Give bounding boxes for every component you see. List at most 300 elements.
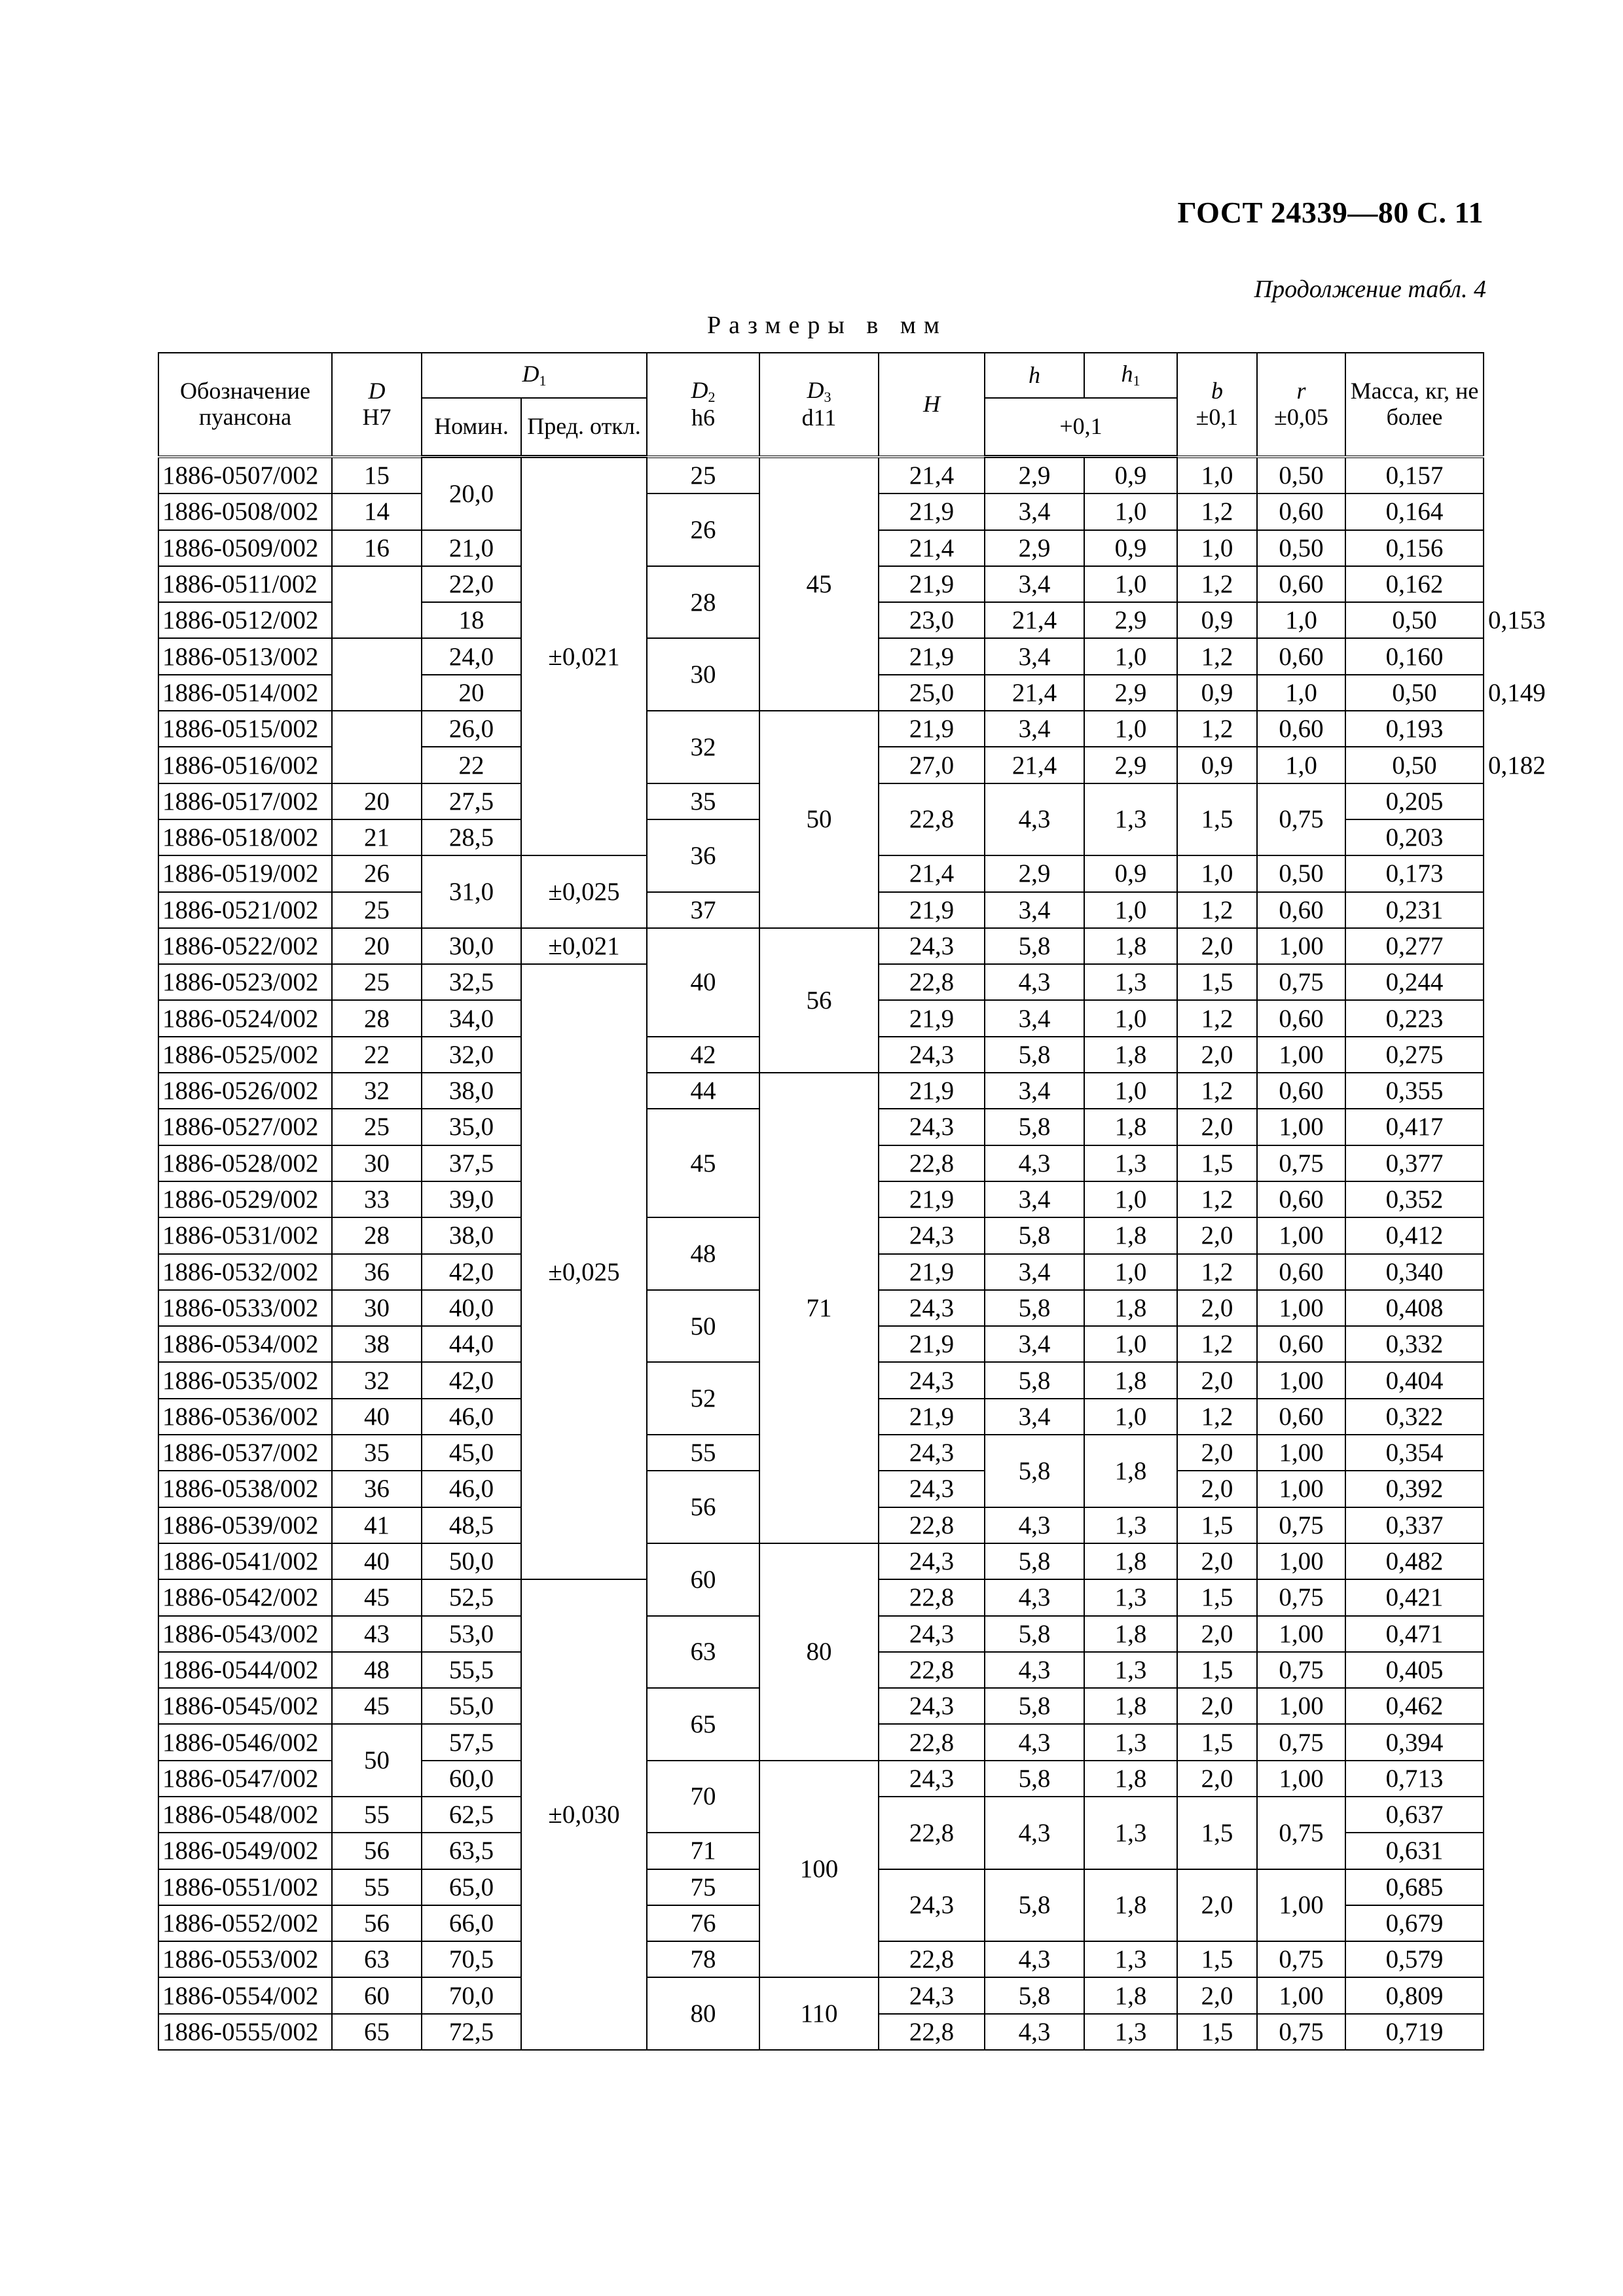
d3-symbol: D: [807, 376, 824, 403]
cell-d1-nominal: 37,5: [422, 1145, 521, 1181]
cell-mass: 0,193: [1345, 711, 1484, 747]
cell-r: 1,00: [1257, 1362, 1345, 1398]
cell-d1-nominal: 23,0: [879, 602, 985, 638]
cell-r: 0,60: [1257, 1399, 1345, 1435]
cell-h: 3,4: [985, 566, 1084, 602]
cell-H: 22,8: [879, 1145, 985, 1181]
cell-H: 24,3: [879, 1435, 985, 1471]
cell-h1: 1,8: [1084, 1037, 1177, 1073]
cell-code: 1886-0525/002: [158, 1037, 332, 1073]
r-symbol: r: [1296, 378, 1306, 404]
cell-d: 28: [332, 1000, 422, 1036]
cell-b: 1,2: [1177, 1399, 1257, 1435]
cell-h: 5,8: [985, 1543, 1084, 1579]
b-tolerance: ±0,1: [1195, 403, 1239, 430]
cell-mass: 0,223: [1345, 1000, 1484, 1036]
cell-code: 1886-0554/002: [158, 1977, 332, 2013]
cell-H: 21,9: [879, 1399, 985, 1435]
cell-H: 24,3: [879, 1616, 985, 1652]
cell-r: 0,50: [1345, 675, 1484, 711]
table-row: [158, 1977, 1484, 2013]
cell-r: 1,00: [1257, 1688, 1345, 1724]
cell-code: 1886-0546/002: [158, 1724, 332, 1760]
cell-h: 3,4: [985, 1181, 1084, 1217]
cell-d2: 63: [647, 1616, 759, 1689]
cell-code: 1886-0545/002: [158, 1688, 332, 1724]
cell-H: 24,3: [879, 1290, 985, 1326]
cell-h: 2,9: [1084, 675, 1177, 711]
cell-d: 45: [332, 1579, 422, 1615]
cell-H: 22,8: [879, 1797, 985, 1869]
cell-b: 1,2: [1177, 1181, 1257, 1217]
cell-d2: 76: [647, 1905, 759, 1941]
cell-r: 1,00: [1257, 928, 1345, 964]
table-row: [158, 928, 1484, 964]
d3-subscript: 3: [824, 388, 831, 405]
col-header-d1-nominal: Номин.: [422, 398, 521, 457]
cell-h1: 1,0: [1084, 892, 1177, 928]
cell-H: 22,8: [879, 1941, 985, 1977]
cell-h1: 1,3: [1084, 1724, 1177, 1760]
punch-dimensions-table: [158, 352, 1546, 2051]
cell-b: 1,5: [1177, 2014, 1257, 2050]
cell-d1-nominal: 32,5: [422, 964, 521, 1000]
cell-code: 1886-0521/002: [158, 892, 332, 928]
cell-h1: 0,9: [1084, 855, 1177, 891]
cell-d1-nominal: 60,0: [422, 1761, 521, 1797]
cell-mass: 0,231: [1345, 892, 1484, 928]
cell-code: 1886-0547/002: [158, 1761, 332, 1797]
cell-h: 5,8: [985, 1037, 1084, 1073]
cell-H: 24,3: [879, 1688, 985, 1724]
cell-code: 1886-0509/002: [158, 530, 332, 566]
cell-code: 1886-0535/002: [158, 1362, 332, 1398]
cell-b: 1,2: [1177, 493, 1257, 529]
cell-d: 22: [422, 747, 521, 783]
cell-mass: 0,355: [1345, 1073, 1484, 1109]
cell-H: 21,4: [985, 675, 1084, 711]
table-row: 1886-0516/002 22 27,0 21,4 2,9 0,9 1,0 0,50 0,182: [158, 747, 1484, 783]
cell-d3: 80: [759, 1543, 879, 1761]
cell-h1: 1,8: [1084, 1977, 1177, 2013]
cell-d1-nominal: 38,0: [422, 1073, 521, 1109]
cell-mass: 0,337: [1345, 1507, 1484, 1543]
cell-H: 24,3: [879, 1037, 985, 1073]
cell-H: 22,8: [879, 1507, 985, 1543]
cell-H: 24,3: [879, 1869, 985, 1942]
cell-d1-nominal: 42,0: [422, 1362, 521, 1398]
cell-r: 0,50: [1345, 747, 1484, 783]
cell-d2: 50: [647, 1290, 759, 1363]
cell-H: 21,9: [879, 1181, 985, 1217]
cell-d1-nominal: 26,0: [422, 711, 521, 747]
cell-h1: 1,8: [1084, 1616, 1177, 1652]
cell-b: 2,0: [1177, 1869, 1257, 1942]
cell-d: 38: [332, 1326, 422, 1362]
cell-d1-deviation: ±0,025: [521, 964, 647, 1579]
cell-h: 3,4: [985, 1254, 1084, 1290]
cell-code: 1886-0549/002: [158, 1833, 332, 1869]
table-row: 1886-0512/002 18 23,0 21,4 2,9 0,9 1,0 0,50 0,153: [158, 602, 1484, 638]
cell-d: 28: [332, 1217, 422, 1253]
cell-code: 1886-0542/002: [158, 1579, 332, 1615]
cell-b: 1,2: [1177, 1254, 1257, 1290]
cell-d1-nominal: 53,0: [422, 1616, 521, 1652]
cell-d: 22: [332, 1037, 422, 1073]
cell-code: 1886-0533/002: [158, 1290, 332, 1326]
cell-b: 1,2: [1177, 1073, 1257, 1109]
cell-d: 21: [332, 819, 422, 855]
cell-h: 2,9: [1084, 747, 1177, 783]
cell-r: 1,00: [1257, 1109, 1345, 1145]
cell-h: 3,4: [985, 638, 1084, 674]
cell-d1-nominal: 44,0: [422, 1326, 521, 1362]
cell-d2: 78: [647, 1941, 759, 1977]
cell-r: 0,60: [1257, 1254, 1345, 1290]
cell-code: 1886-0526/002: [158, 1073, 332, 1109]
cell-d2: 30: [647, 638, 759, 711]
cell-code: 1886-0529/002: [158, 1181, 332, 1217]
cell-d2: 60: [647, 1543, 759, 1616]
col-header-mass: Масса, кг, не более: [1345, 353, 1484, 457]
cell-d1-nominal: 63,5: [422, 1833, 521, 1869]
cell-mass: 0,685: [1345, 1869, 1484, 1905]
cell-d2: 36: [647, 819, 759, 892]
d3-tolerance: d11: [801, 404, 837, 431]
cell-mass: 0,277: [1345, 928, 1484, 964]
cell-r: 0,75: [1257, 1145, 1345, 1181]
cell-code: 1886-0515/002: [158, 711, 332, 747]
cell-h1: 0,9: [1084, 457, 1177, 494]
cell-H: 21,4: [985, 602, 1084, 638]
cell-h1: 1,3: [1084, 1579, 1177, 1615]
col-header-h-tolerance: +0,1: [985, 398, 1177, 457]
cell-code: 1886-0516/002: [158, 747, 332, 783]
cell-code: 1886-0519/002: [158, 855, 332, 891]
cell-H: 21,9: [879, 711, 985, 747]
cell-d: 15: [332, 457, 422, 494]
cell-h: 3,4: [985, 1073, 1084, 1109]
cell-d: 33: [332, 1181, 422, 1217]
cell-b: 2,0: [1177, 1977, 1257, 2013]
cell-mass: 0,631: [1345, 1833, 1484, 1869]
cell-h: 3,4: [985, 493, 1084, 529]
cell-h: 5,8: [985, 1869, 1084, 1942]
cell-d: 30: [332, 1290, 422, 1326]
cell-d1-nominal: 65,0: [422, 1869, 521, 1905]
cell-d1-deviation: ±0,030: [521, 1579, 647, 2050]
cell-mass: 0,157: [1345, 457, 1484, 494]
cell-d: 26: [332, 855, 422, 891]
cell-code: 1886-0518/002: [158, 819, 332, 855]
cell-h1: 1,0: [1084, 566, 1177, 602]
cell-h1: 1,8: [1084, 1688, 1177, 1724]
cell-d1-deviation: ±0,025: [521, 855, 647, 928]
cell-d3: 50: [759, 711, 879, 928]
cell-mass: 0,404: [1345, 1362, 1484, 1398]
cell-h: 4,3: [985, 964, 1084, 1000]
cell-d2: 48: [647, 1217, 759, 1290]
cell-b: 1,0: [1257, 747, 1345, 783]
cell-code: 1886-0531/002: [158, 1217, 332, 1253]
cell-d2: 52: [647, 1362, 759, 1435]
cell-d: [332, 711, 422, 783]
cell-code: 1886-0512/002: [158, 602, 332, 638]
cell-mass: 0,713: [1345, 1761, 1484, 1797]
cell-d: 55: [332, 1797, 422, 1833]
cell-H: 24,3: [879, 1543, 985, 1579]
cell-d: 55: [332, 1869, 422, 1905]
cell-d1-nominal: 72,5: [422, 2014, 521, 2050]
cell-code: 1886-0552/002: [158, 1905, 332, 1941]
cell-b: 1,5: [1177, 964, 1257, 1000]
cell-d: 18: [422, 602, 521, 638]
cell-mass: 0,173: [1345, 855, 1484, 891]
cell-code: 1886-0514/002: [158, 675, 332, 711]
cell-h1: 1,0: [1084, 1073, 1177, 1109]
cell-b: 2,0: [1177, 1471, 1257, 1507]
cell-d2: 35: [647, 783, 759, 819]
cell-d1-nominal: 27,0: [879, 747, 985, 783]
table-row: [158, 711, 1484, 747]
cell-b: 2,0: [1177, 1543, 1257, 1579]
cell-r: 0,75: [1257, 1941, 1345, 1977]
cell-d1-nominal: 35,0: [422, 1109, 521, 1145]
cell-h: 5,8: [985, 1217, 1084, 1253]
cell-code: 1886-0553/002: [158, 1941, 332, 1977]
cell-d2: 42: [647, 1037, 759, 1073]
cell-d1-nominal: 27,5: [422, 783, 521, 819]
cell-mass: 0,203: [1345, 819, 1484, 855]
cell-mass: 0,377: [1345, 1145, 1484, 1181]
cell-code: 1886-0543/002: [158, 1616, 332, 1652]
cell-h1: 1,3: [1084, 2014, 1177, 2050]
cell-h1: 1,8: [1084, 1362, 1177, 1398]
cell-b: 1,2: [1177, 711, 1257, 747]
cell-code: 1886-0522/002: [158, 928, 332, 964]
cell-d: 14: [332, 493, 422, 529]
cell-code: 1886-0508/002: [158, 493, 332, 529]
cell-d1-nominal: 40,0: [422, 1290, 521, 1326]
cell-code: 1886-0532/002: [158, 1254, 332, 1290]
cell-d2: 28: [647, 566, 759, 639]
cell-H: 22,8: [879, 783, 985, 856]
cell-d1-nominal: 45,0: [422, 1435, 521, 1471]
cell-h1: 1,3: [1084, 1145, 1177, 1181]
cell-H: 21,4: [879, 457, 985, 494]
cell-code: 1886-0513/002: [158, 638, 332, 674]
cell-h1: 1,0: [1084, 1399, 1177, 1435]
col-header-r: [1257, 353, 1345, 457]
cell-d1-nominal: 22,0: [422, 566, 521, 602]
col-header-code: Обозначение пуансона: [158, 353, 332, 457]
col-header-h: h: [985, 353, 1084, 398]
cell-mass: 0,471: [1345, 1616, 1484, 1652]
cell-mass: 0,482: [1345, 1543, 1484, 1579]
cell-h1: 0,9: [1177, 602, 1257, 638]
cell-r: 1,00: [1257, 1290, 1345, 1326]
cell-H: 21,9: [879, 1073, 985, 1109]
cell-h: 4,3: [985, 1652, 1084, 1688]
cell-h: 5,8: [985, 1290, 1084, 1326]
cell-d1-nominal: 30,0: [422, 928, 521, 964]
cell-d: 20: [332, 928, 422, 964]
units-caption: Размеры в мм: [707, 312, 947, 339]
cell-d: 43: [332, 1616, 422, 1652]
cell-b: 1,0: [1177, 457, 1257, 494]
cell-h1: 1,8: [1084, 1109, 1177, 1145]
cell-r: 0,60: [1257, 711, 1345, 747]
cell-b: 2,0: [1177, 1435, 1257, 1471]
cell-code: 1886-0541/002: [158, 1543, 332, 1579]
cell-d: 25: [332, 964, 422, 1000]
cell-d1-deviation: ±0,021: [521, 457, 647, 856]
cell-d: [332, 566, 422, 639]
cell-d1-nominal: 21,0: [422, 530, 521, 566]
cell-H: 22,8: [879, 1724, 985, 1760]
cell-d2: 65: [647, 1688, 759, 1761]
cell-mass: 0,462: [1345, 1688, 1484, 1724]
d2-symbol: D: [691, 376, 708, 403]
cell-b: 2,0: [1177, 928, 1257, 964]
cell-b: 2,0: [1177, 1362, 1257, 1398]
table-continuation-label: Продолжение табл. 4: [1254, 276, 1486, 303]
cell-h: 3,4: [985, 1326, 1084, 1362]
cell-H: 22,8: [879, 1652, 985, 1688]
cell-d1-nominal: 48,5: [422, 1507, 521, 1543]
cell-mass: 0,392: [1345, 1471, 1484, 1507]
cell-mass: 0,719: [1345, 2014, 1484, 2050]
h1-symbol: h: [1121, 361, 1133, 387]
cell-H: 21,9: [879, 892, 985, 928]
cell-H: 24,3: [879, 1977, 985, 2013]
cell-d: 32: [332, 1362, 422, 1398]
cell-d1-nominal: 46,0: [422, 1399, 521, 1435]
cell-h: 2,9: [985, 855, 1084, 891]
cell-h1: 1,8: [1084, 928, 1177, 964]
cell-H: 24,3: [879, 1471, 985, 1507]
cell-b: 1,2: [1177, 638, 1257, 674]
cell-d1-nominal: 70,5: [422, 1941, 521, 1977]
cell-d: 50: [332, 1724, 422, 1797]
cell-d: 40: [332, 1399, 422, 1435]
cell-d: 36: [332, 1254, 422, 1290]
cell-r: 1,00: [1257, 1217, 1345, 1253]
table-row: 1886-0514/002 20 25,0 21,4 2,9 0,9 1,0 0,50 0,149: [158, 675, 1484, 711]
cell-h1: 1,8: [1084, 1543, 1177, 1579]
cell-h: 4,3: [985, 1724, 1084, 1760]
cell-b: 2,0: [1177, 1109, 1257, 1145]
cell-mass: 0,637: [1345, 1797, 1484, 1833]
cell-mass: 0,354: [1345, 1435, 1484, 1471]
cell-r: 0,60: [1257, 566, 1345, 602]
cell-H: 21,9: [879, 493, 985, 529]
cell-r: 0,60: [1257, 1000, 1345, 1036]
table-row: [158, 1073, 1484, 1109]
cell-code: 1886-0507/002: [158, 457, 332, 494]
cell-d3: 56: [759, 928, 879, 1073]
cell-h: 2,9: [985, 457, 1084, 494]
cell-h1: 1,0: [1084, 638, 1177, 674]
cell-d: 56: [332, 1905, 422, 1941]
cell-H: 24,3: [879, 928, 985, 964]
cell-d1-nominal: 66,0: [422, 1905, 521, 1941]
col-header-d2: [647, 353, 759, 457]
cell-d: 32: [332, 1073, 422, 1109]
cell-d3: 110: [759, 1977, 879, 2050]
cell-mass: 0,679: [1345, 1905, 1484, 1941]
cell-H: 21,9: [879, 1000, 985, 1036]
cell-mass: 0,340: [1345, 1254, 1484, 1290]
col-header-H: H: [879, 353, 985, 457]
cell-b: 1,0: [1177, 855, 1257, 891]
cell-d2: 45: [647, 1109, 759, 1217]
d2-subscript: 2: [708, 388, 716, 405]
cell-H: 24,3: [879, 1761, 985, 1797]
cell-code: 1886-0517/002: [158, 783, 332, 819]
col-header-d: [332, 353, 422, 457]
cell-h1: 1,3: [1084, 1797, 1177, 1869]
cell-h: 4,3: [985, 783, 1084, 856]
cell-mass: 0,244: [1345, 964, 1484, 1000]
cell-d: 56: [332, 1833, 422, 1869]
cell-h: 4,3: [985, 2014, 1084, 2050]
cell-d: 48: [332, 1652, 422, 1688]
cell-h1: 1,3: [1084, 1941, 1177, 1977]
cell-h1: 1,3: [1084, 1507, 1177, 1543]
cell-b: 1,2: [1177, 566, 1257, 602]
cell-h: 4,3: [985, 1941, 1084, 1977]
cell-h: 5,8: [985, 928, 1084, 964]
cell-H: 24,3: [879, 1362, 985, 1398]
cell-H: 21,9: [879, 638, 985, 674]
cell-h: 3,4: [985, 711, 1084, 747]
cell-code: 1886-0548/002: [158, 1797, 332, 1833]
cell-H: 21,4: [879, 855, 985, 891]
cell-h: 5,8: [985, 1616, 1084, 1652]
cell-h: 2,9: [985, 530, 1084, 566]
cell-b: 2,0: [1177, 1037, 1257, 1073]
d-symbol: D: [368, 378, 386, 404]
d2-tolerance: h6: [691, 404, 715, 431]
cell-d1-nominal: 38,0: [422, 1217, 521, 1253]
cell-code: 1886-0539/002: [158, 1507, 332, 1543]
cell-H: 24,3: [879, 1109, 985, 1145]
cell-r: 0,75: [1257, 783, 1345, 856]
cell-h1: 1,3: [1084, 1652, 1177, 1688]
cell-r: 1,00: [1257, 1616, 1345, 1652]
cell-h1: 0,9: [1177, 747, 1257, 783]
cell-d1-nominal: 28,5: [422, 819, 521, 855]
cell-d2: 37: [647, 892, 759, 928]
cell-r: 1,00: [1257, 1435, 1345, 1471]
cell-code: 1886-0555/002: [158, 2014, 332, 2050]
cell-h1: 1,0: [1084, 1254, 1177, 1290]
cell-d1-nominal: 55,0: [422, 1688, 521, 1724]
cell-d: [332, 638, 422, 711]
cell-d2: 26: [647, 493, 759, 566]
cell-b: 1,5: [1177, 1941, 1257, 1977]
col-header-d1: [422, 353, 647, 398]
cell-b: 1,5: [1177, 1145, 1257, 1181]
cell-d2: 75: [647, 1869, 759, 1905]
cell-r: 0,75: [1257, 1652, 1345, 1688]
col-header-d1-deviation: Пред. откл.: [521, 398, 647, 457]
table-body: [158, 457, 1546, 2051]
cell-r: 0,75: [1257, 2014, 1345, 2050]
cell-r: 0,75: [1257, 1797, 1345, 1869]
cell-d3: 71: [759, 1073, 879, 1543]
